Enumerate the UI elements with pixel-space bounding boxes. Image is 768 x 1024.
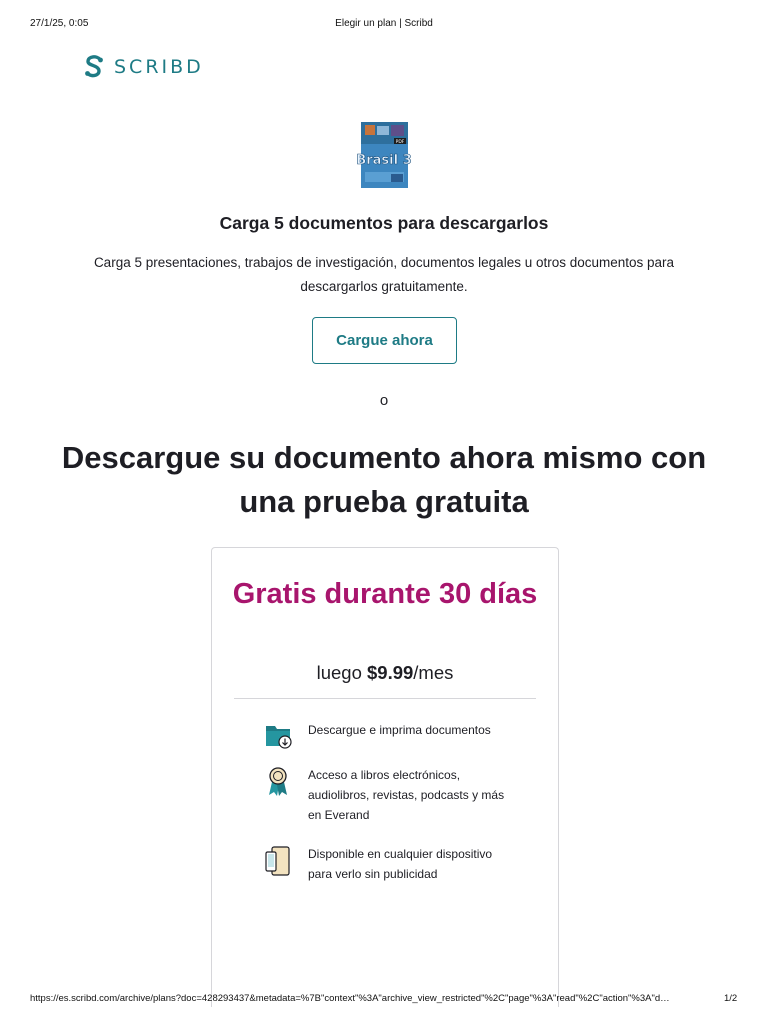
scribd-logo-text: SCRIBD [114, 56, 204, 78]
upload-title: Carga 5 documentos para descargarlos [219, 213, 549, 233]
feature-item [264, 720, 508, 754]
feature-item [264, 844, 508, 884]
plan-price-suffix: /mes [413, 662, 454, 683]
plan-title: Gratis durante 30 días [232, 578, 538, 610]
print-date: 27/1/25, 0:05 [30, 18, 89, 29]
plan-card [211, 547, 559, 1007]
print-footer [0, 993, 768, 1007]
print-header [0, 18, 768, 34]
upload-now-button[interactable]: Cargue ahora [312, 317, 457, 364]
plan-price [212, 662, 558, 684]
folder-download-icon [264, 720, 294, 754]
plan-divider [234, 698, 536, 699]
document-thumbnail[interactable] [356, 122, 412, 188]
print-page-number: 1/2 [724, 993, 738, 1004]
award-ribbon-icon [264, 765, 294, 799]
devices-icon [264, 844, 294, 878]
or-separator: o [379, 392, 389, 409]
document-thumbnail-title: Brasil 3 [356, 153, 412, 168]
print-title: Elegir un plan | Scribd [335, 18, 433, 29]
feature-text: Descargue e imprima documentos [308, 723, 491, 737]
feature-text: Disponible en cualquier dispositivo para verlo sin publicidad [308, 847, 493, 881]
feature-item [264, 765, 508, 825]
upload-description: Carga 5 presentaciones, trabajos de investigación, documentos legales u otros documentos para descargarlos gratuitamente. [93, 255, 675, 294]
print-url: https://es.scribd.com/archive/plans?doc=428293437&metadata=%7B"context"%3A"archive_view_restricted"%2C"page"%3A"read"%2C"action"%3A"d… [30, 993, 670, 1004]
scribd-logo[interactable] [82, 54, 204, 80]
plan-price-amount: $9.99 [367, 662, 414, 683]
pdf-badge: PDF [395, 140, 405, 145]
feature-text: Acceso a libros electrónicos, audiolibros, revistas, podcasts y más en Everand [308, 768, 505, 822]
plan-price-prefix: luego [316, 662, 362, 683]
scribd-logo-icon [82, 54, 106, 80]
page-heading: Descargue su documento ahora mismo con una prueba gratuita [61, 440, 707, 519]
